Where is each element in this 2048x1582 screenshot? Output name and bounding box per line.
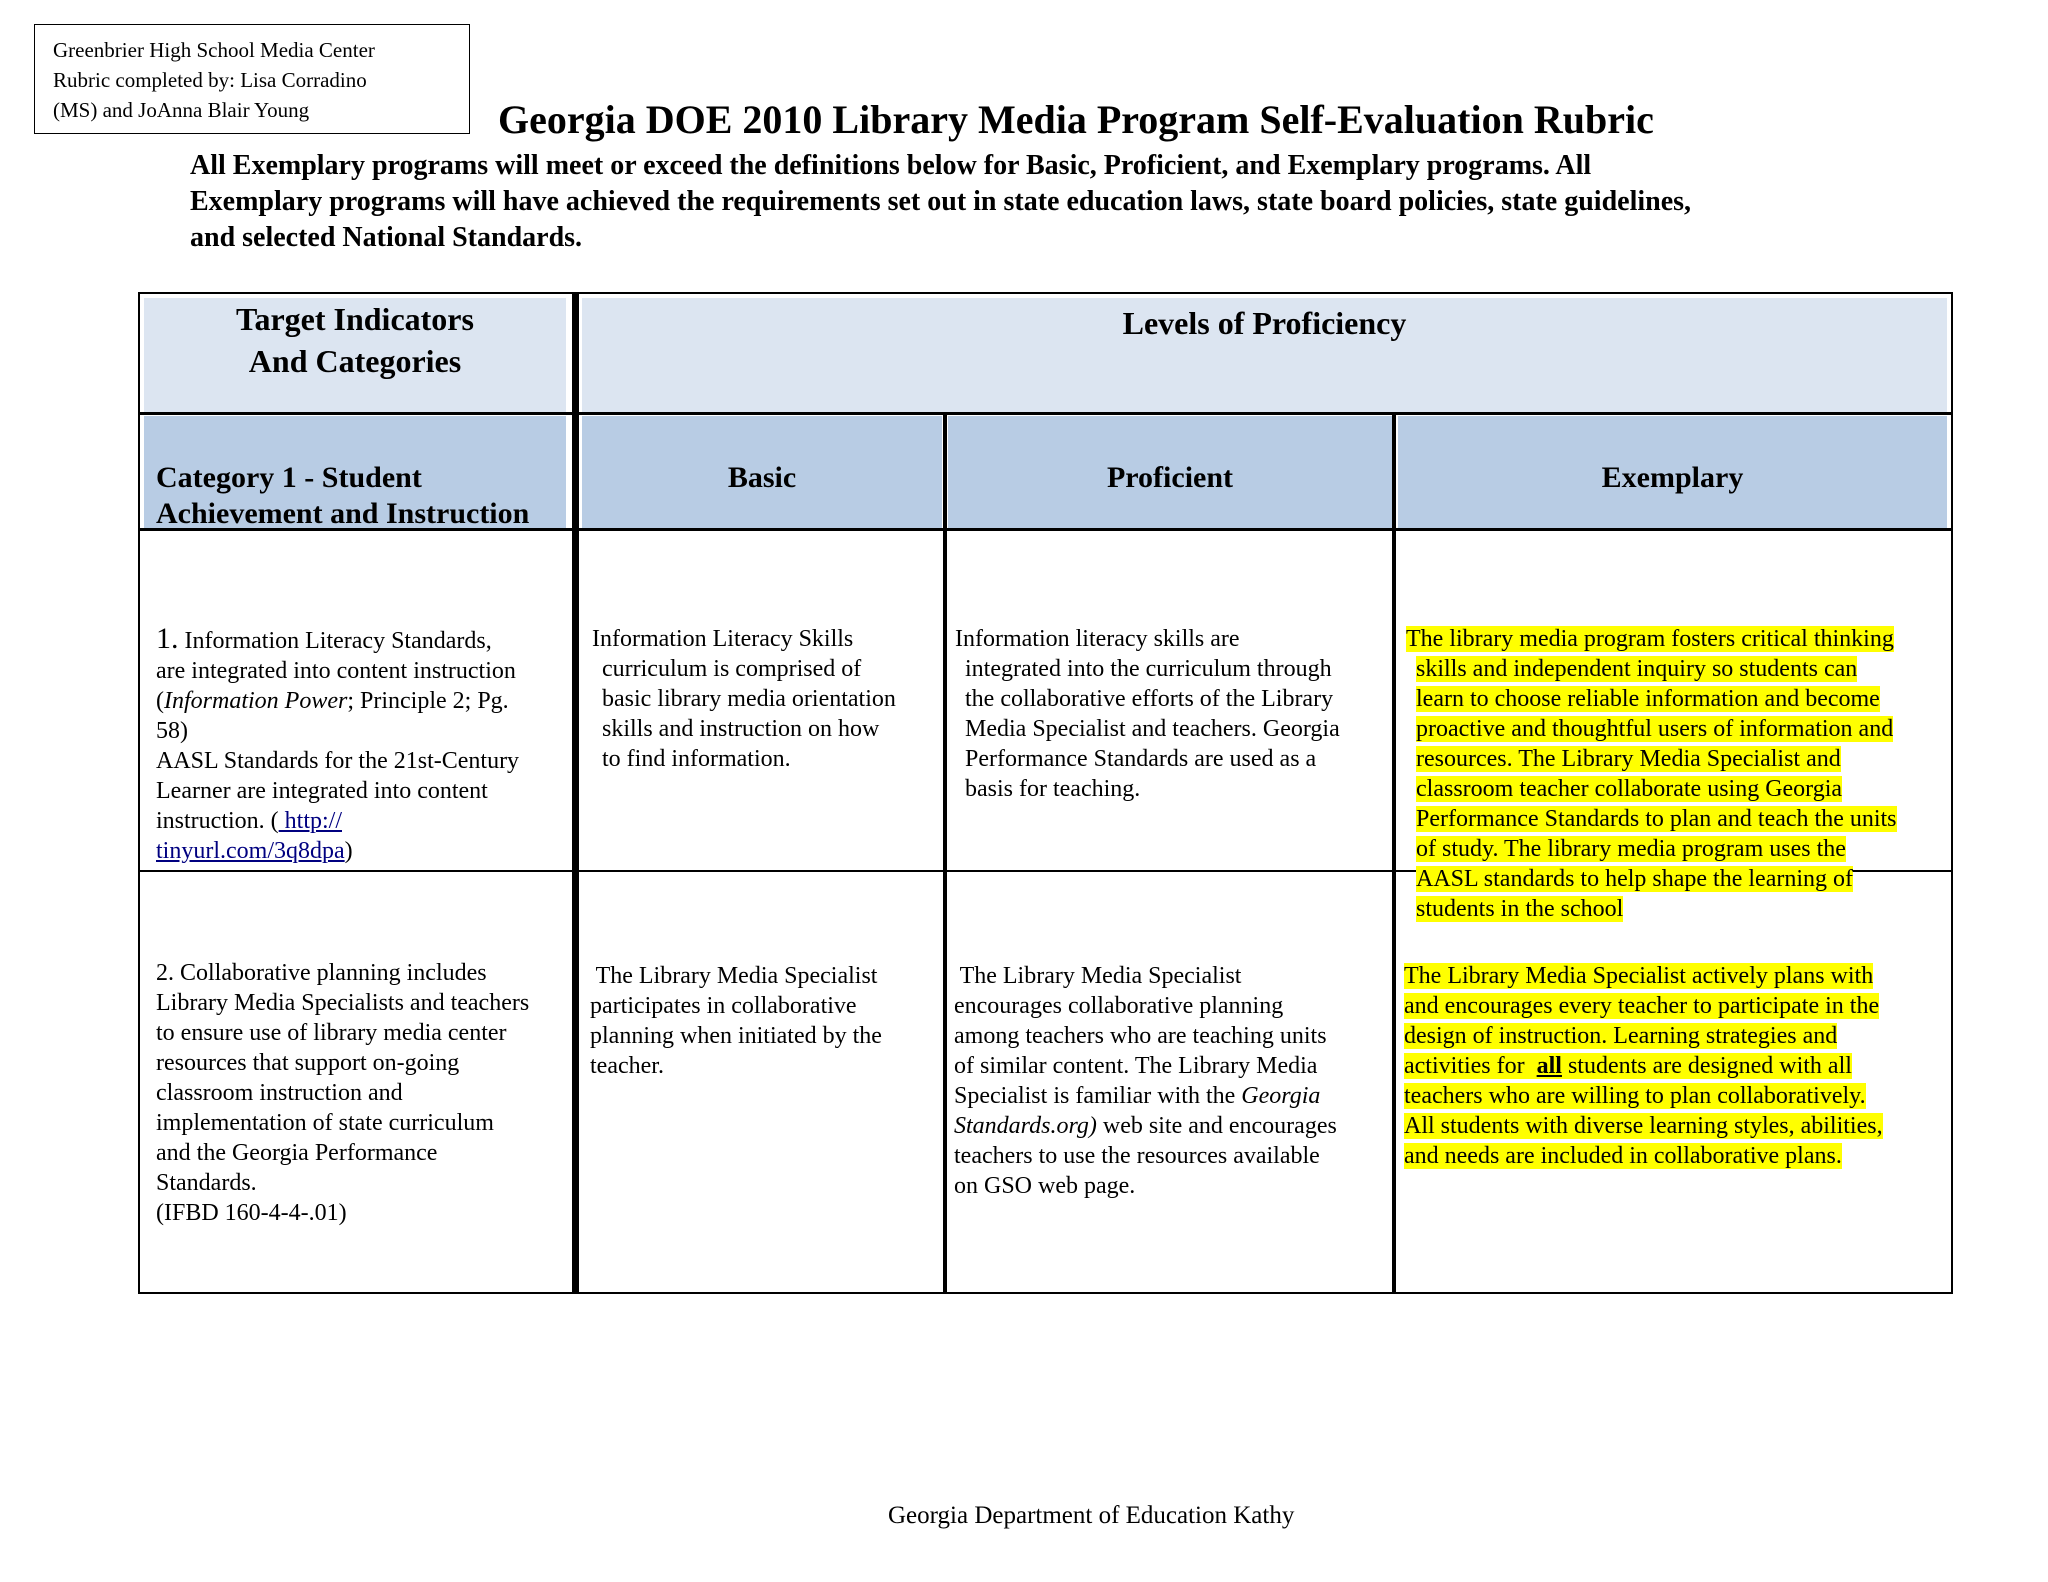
exemplary-2 (1404, 961, 1949, 1171)
rubric-table (138, 292, 1953, 1294)
indicator-text: (IFBD 160-4-4-.01) (156, 1200, 347, 1226)
cell-line: The Library Media Specialist (590, 963, 878, 989)
completed-by-line: Rubric completed by: Lisa Corradino (53, 68, 367, 92)
proficient-header: Proficient (1106, 461, 1234, 494)
highlighted-line: teachers who are willing to plan collaboratively. (1404, 1083, 1866, 1109)
intro-line: and selected National Standards. (190, 222, 583, 253)
cell-line: participates in collaborative (590, 993, 857, 1019)
cell-line: Information literacy skills are (955, 626, 1240, 652)
highlighted-line: resources. The Library Media Specialist and (1416, 746, 1841, 772)
cell-line: encourages collaborative planning (954, 993, 1284, 1019)
intro-paragraph (190, 148, 1930, 256)
indicator-number: 1. (156, 622, 179, 655)
category-header (156, 460, 576, 532)
cell-line-italic: Georgia (1241, 1083, 1321, 1109)
exemplary-1 (1406, 624, 1951, 924)
highlighted-line: All students with diverse learning styles, abilities, (1404, 1113, 1883, 1139)
cell-line: skills and instruction on how (602, 716, 880, 742)
cell-line: teachers to use the resources available (954, 1143, 1320, 1169)
indicator-text: Learner are integrated into content (156, 778, 488, 804)
indicator-text: resources that support on-going (156, 1050, 460, 1076)
highlighted-line: and encourages every teacher to participate in the (1404, 993, 1880, 1019)
indicator-text: are integrated into content instruction (156, 658, 516, 684)
cell-line: the collaborative efforts of the Library (965, 686, 1334, 712)
indicator-text: implementation of state curriculum (156, 1110, 494, 1136)
cell-line: basis for teaching. (965, 776, 1141, 802)
indicator-text-italic: Information Power (164, 688, 348, 714)
cell-line: among teachers who are teaching units (954, 1023, 1327, 1049)
highlighted-line: students are designed with all (1561, 1053, 1852, 1079)
cell-line: curriculum is comprised of (602, 656, 862, 682)
highlighted-line: Performance Standards to plan and teach the units (1416, 806, 1897, 832)
exemplary-header: Exemplary (1601, 461, 1744, 494)
indicator-text: Standards. (156, 1170, 257, 1196)
cell-line: on GSO web page. (954, 1173, 1136, 1199)
row-divider (140, 412, 1951, 415)
proficient-2 (954, 961, 1392, 1201)
indicator-text: and the Georgia Performance (156, 1140, 438, 1166)
intro-line: All Exemplary programs will meet or exceed the definitions below for Basic, Proficient, and Exemplary programs. All (190, 150, 1592, 181)
highlighted-line: skills and independent inquiry so students can (1416, 656, 1858, 682)
basic-2 (590, 961, 940, 1081)
header-text: Category 1 - Student (156, 461, 422, 494)
indicator-text: Library Media Specialists and teachers (156, 990, 530, 1016)
school-name: Greenbrier High School Media Center (53, 38, 375, 62)
cell-line: Information Literacy Skills (592, 626, 854, 652)
header-text: Target Indicators (236, 301, 474, 337)
cell-line: integrated into the curriculum through (965, 656, 1332, 682)
cell-line: planning when initiated by the (590, 1023, 882, 1049)
levels-of-proficiency-header: Levels of Proficiency (1122, 305, 1407, 341)
indicator-text: ; Principle 2; Pg. (347, 688, 509, 714)
col-divider (1392, 412, 1396, 1292)
proficient-1 (955, 624, 1392, 804)
completed-by-box (34, 24, 470, 134)
indicator-text: 2. Collaborative planning includes (156, 960, 487, 986)
highlighted-line: activities for (1404, 1053, 1537, 1079)
aasl-standards-link[interactable]: http:// (278, 808, 342, 834)
page-title: Georgia DOE 2010 Library Media Program Self-Evaluation Rubric (498, 97, 1654, 142)
highlighted-line: The Library Media Specialist actively plans with (1404, 963, 1874, 989)
intro-line: Exemplary programs will have achieved the requirements set out in state education laws, state board policies, state guidelines, (190, 186, 1692, 217)
indicator-text: 58) (156, 718, 188, 744)
cell-line: to find information. (602, 746, 791, 772)
thick-divider (572, 294, 579, 1292)
col-divider (943, 412, 947, 1292)
cell-line: basic library media orientation (602, 686, 896, 712)
highlighted-line: proactive and thoughtful users of information and (1416, 716, 1894, 742)
highlighted-line: students in the school (1416, 896, 1624, 922)
cell-line: teacher. (590, 1053, 664, 1079)
highlighted-line: classroom teacher collaborate using Georgia (1416, 776, 1843, 802)
highlighted-line: AASL standards to help shape the learning of (1416, 866, 1854, 892)
highlighted-line: and needs are included in collaborative plans. (1404, 1143, 1842, 1169)
completed-by-line-2: (MS) and JoAnna Blair Young (53, 98, 310, 122)
cell-line-italic: Standards.org) (954, 1113, 1097, 1139)
indicator-text: ( (156, 688, 164, 714)
basic-header: Basic (727, 461, 797, 494)
highlighted-line: of study. The library media program uses the (1416, 836, 1846, 862)
cell-line: of similar content. The Library Media (954, 1053, 1318, 1079)
cell-line: The Library Media Specialist (954, 963, 1242, 989)
highlighted-line: learn to choose reliable information and become (1416, 686, 1880, 712)
indicator-text: Information Literacy Standards, (178, 628, 492, 654)
header-text: And Categories (248, 343, 462, 379)
indicator-text: instruction. ( (156, 808, 279, 834)
indicator-text: AASL Standards for the 21st-Century (156, 748, 520, 774)
basic-1 (592, 624, 937, 774)
header-text: Achievement and Instruction (156, 497, 530, 530)
page-footer: Georgia Department of Education Kathy (888, 1502, 1295, 1529)
indicator-text: classroom instruction and (156, 1080, 403, 1106)
indicator-1 (156, 624, 570, 866)
indicator-text: to ensure use of library media center (156, 1020, 507, 1046)
cell-line: Specialist is familiar with the (954, 1083, 1242, 1109)
highlighted-line: The library media program fosters critical thinking (1406, 626, 1894, 652)
indicator-2 (156, 958, 572, 1228)
aasl-standards-link-continued[interactable]: tinyurl.com/3q8dpa (156, 838, 345, 864)
cell-line: web site and encourages (1096, 1113, 1337, 1139)
highlighted-emphasis: all (1536, 1053, 1562, 1079)
highlighted-line: design of instruction. Learning strategies and (1404, 1023, 1838, 1049)
target-indicators-header (144, 298, 566, 382)
cell-line: Performance Standards are used as a (965, 746, 1317, 772)
cell-line: Media Specialist and teachers. Georgia (965, 716, 1340, 742)
indicator-text: ) (344, 838, 353, 864)
